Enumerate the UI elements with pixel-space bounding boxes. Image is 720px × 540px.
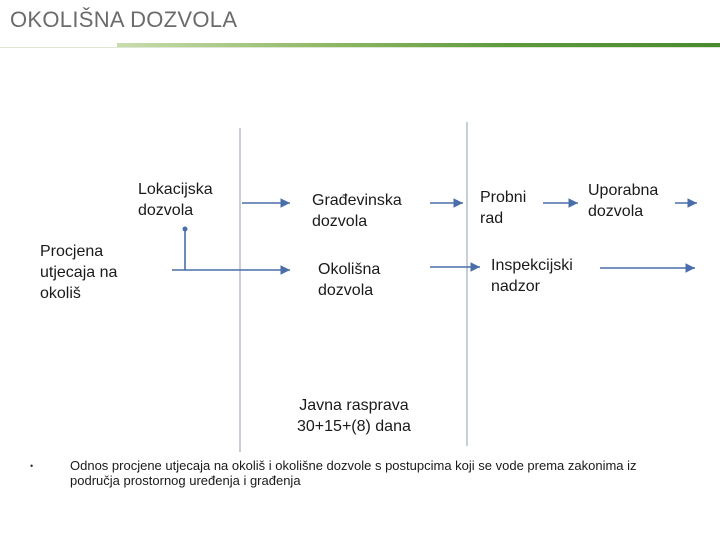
node-lokacijska-dozvola: Lokacijska dozvola — [138, 181, 213, 219]
node-uporabna-dozvola: Uporabna dozvola — [588, 182, 659, 220]
connector-procjena-lokacijska — [172, 230, 185, 270]
node-okolisna-dozvola: Okolišna dozvola — [318, 261, 381, 299]
slide-title: OKOLIŠNA DOZVOLA — [10, 7, 238, 32]
node-javna-rasprava: Javna rasprava 30+15+(8) dana — [297, 397, 411, 435]
footnote-bullet: • — [30, 461, 34, 471]
node-procjena-utjecaja: Procjena utjecaja na okoliš — [40, 243, 118, 302]
connector-dot — [183, 227, 188, 232]
node-inspekcijski-nadzor: Inspekcijski nadzor — [491, 257, 573, 295]
node-probni-rad: Probni rad — [480, 189, 527, 227]
footnote-text: Odnos procjene utjecaja na okoliš i okolišne dozvole s postupcima koji se vode prema zakonima iz područja prostornog uređenja i građenja — [70, 458, 637, 488]
node-gradevinska-dozvola: Građevinska dozvola — [312, 192, 402, 230]
